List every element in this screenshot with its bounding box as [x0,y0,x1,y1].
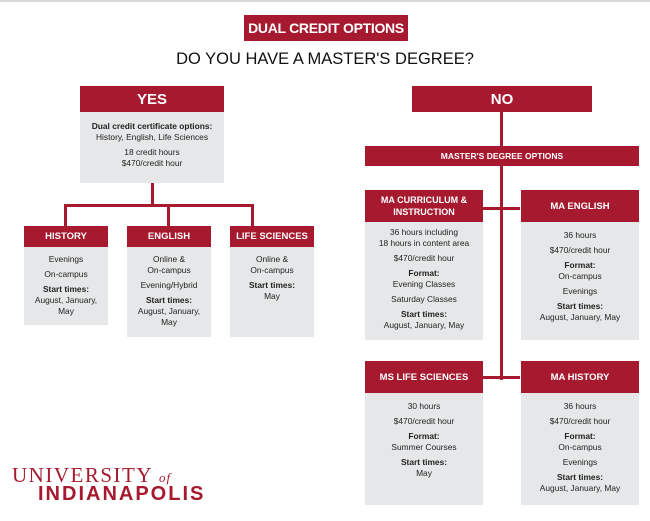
connector [251,204,254,227]
yes-summary-cost: $470/credit hour [121,158,183,168]
ma-curriculum-title: INSTRUCTION [393,207,455,217]
ma-curriculum-start-label: Start times: [400,309,448,319]
history-header: HISTORY [24,226,108,247]
life-sciences-start-label: Start times: [248,280,296,290]
masters-options-header: MASTER'S DEGREE OPTIONS [365,146,639,166]
life-sciences-detail: On-campus [250,265,294,275]
ma-history-format-label: Format: [564,431,596,441]
ma-curriculum-format: Saturday Classes [391,294,457,304]
english-header: ENGLISH [127,226,211,247]
connector [500,112,503,146]
ms-life-sciences-header: MS LIFE SCIENCES [365,361,483,393]
ms-life-sciences-start-label: Start times: [400,457,448,467]
connector [151,183,154,205]
ma-english-start-label: Start times: [556,301,604,311]
history-start: August, January, [34,295,98,305]
ma-history-hours: 36 hours [563,401,597,411]
ma-english-cost: $470/credit hour [549,245,611,255]
ma-curriculum-title: MA CURRICULUM & [380,195,468,205]
ma-english-header: MA ENGLISH [521,190,639,222]
english-box [127,247,211,337]
ma-english-hours: 36 hours [563,230,597,240]
ma-history-format: Evenings [562,457,598,467]
history-start: May [58,306,74,316]
question-heading: DO YOU HAVE A MASTER'S DEGREE? [176,50,474,68]
university-logo-line2: INDIANAPOLIS [38,483,206,505]
ma-english-format-label: Format: [564,260,596,270]
no-header: NO [412,86,592,112]
ma-curriculum-header [365,190,483,222]
history-start-label: Start times: [42,284,90,294]
yes-summary-subjects: History, English, Life Sciences [95,132,209,142]
yes-summary-box [80,112,224,183]
ms-life-sciences-format-label: Format: [408,431,440,441]
english-detail: Evening/Hybrid [140,280,198,290]
ma-curriculum-cost: $470/credit hour [393,253,455,263]
ma-curriculum-box [365,222,483,340]
connector [500,166,503,380]
english-start-label: Start times: [145,295,193,305]
logo-of-text: of [158,470,172,485]
life-sciences-detail: Online & [255,254,289,264]
connector [482,207,520,210]
connector [167,204,170,227]
ma-english-box [521,222,639,340]
connector [64,204,253,207]
ma-curriculum-hours: 36 hours including [390,227,458,237]
connector [64,204,67,227]
ma-english-start: August, January, May [539,312,621,322]
top-border [0,0,650,2]
history-box [24,247,108,325]
ma-curriculum-format: Evening Classes [392,279,456,289]
ma-history-start: August, January, May [539,483,621,493]
ma-history-cost: $470/credit hour [549,416,611,426]
yes-summary-hours: 18 credit hours [124,147,180,157]
page-title: DUAL CREDIT OPTIONS [244,15,408,41]
english-detail: Online & [152,254,186,264]
ma-history-box [521,393,639,505]
life-sciences-box [230,247,314,337]
ma-history-start-label: Start times: [556,472,604,482]
ms-life-sciences-box [365,393,483,505]
ma-english-format: On-campus [558,271,602,281]
english-start: May [161,317,177,327]
yes-summary-heading: Dual credit certificate options: [91,121,213,131]
ma-curriculum-format-label: Format: [408,268,440,278]
life-sciences-start: May [264,291,280,301]
ma-english-format: Evenings [562,286,598,296]
history-detail: Evenings [48,254,84,264]
ms-life-sciences-format: Summer Courses [391,442,457,452]
ms-life-sciences-start: May [416,468,432,478]
ma-curriculum-start: August, January, May [383,320,465,330]
yes-header: YES [80,86,224,112]
connector [482,376,520,379]
english-start: August, January, [137,306,201,316]
logo-university-text: UNIVERSITY [12,463,153,487]
english-detail: On-campus [147,265,191,275]
ms-life-sciences-hours: 30 hours [407,401,441,411]
ms-life-sciences-cost: $470/credit hour [393,416,455,426]
ma-curriculum-hours: 18 hours in content area [378,238,470,248]
life-sciences-header: LIFE SCIENCES [230,226,314,247]
ma-history-format: On-campus [558,442,602,452]
history-detail: On-campus [44,269,88,279]
ma-history-header: MA HISTORY [521,361,639,393]
